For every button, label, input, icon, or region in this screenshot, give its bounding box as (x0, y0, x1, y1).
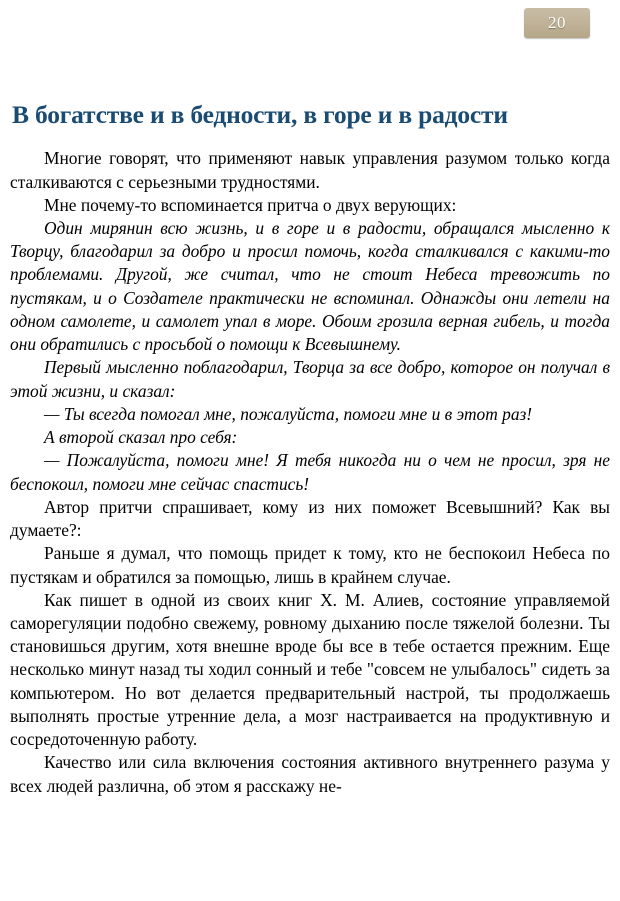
paragraph: Как пишет в одной из своих книг Х. М. Алиев, состояние управляемой саморегуляции подобно свежему, ровному дыханию после тяжелой болезни. Ты становишься другим, хотя внешне вроде бы все в тебе остается прежним. Еще несколько минут назад ты ходил сонный и тебе "совсем не улыбалось" сидеть за компьютером. Но вот делается предварительный настрой, ты продолжаешь выполнять простые утренние дела, а мозг настраивается на продуктивную и сосредоточенную работу. (10, 589, 610, 750)
paragraph: Раньше я думал, что помощь придет к тому, кто не беспокоил Небеса по пустякам и обратился за помощью, лишь в крайнем случае. (10, 543, 610, 587)
paragraph: — Ты всегда помогал мне, пожалуйста, помоги мне и в этот раз! (44, 403, 533, 424)
page-content (10, 100, 610, 798)
paragraph: А второй сказал про себя: (44, 427, 238, 448)
page-number-label: 20 (548, 13, 566, 32)
paragraph: Многие говорят, что применяют навык управления разумом только когда сталкиваются с серьезными трудностями. (10, 148, 610, 192)
paragraph: Автор притчи спрашивает, кому из них поможет Всевышний? Как вы думаете?: (10, 496, 610, 541)
paragraph: Мне почему-то вспоминается притча о двух верующих: (44, 194, 457, 215)
paragraph: Один мирянин всю жизнь, и в горе и в радости, обращался мысленно к Творцу, благодарил за добро и просил помочь, когда сталкивался с какими-то проблемами. Другой, же считал, что не стоит Небеса тревожить по пустякам, и о Создателе практически не вспоминал. Однажды они летели на одном самолете, и самолет упал в море. Обоим грозила верная гибель, и тогда они обратились с просьбой о помощи к Всевышнему. (10, 218, 610, 355)
page-title: В богатстве и в бедности, в горе и в радости (12, 100, 508, 129)
paragraph: — Пожалуйста, помоги мне! Я тебя никогда ни о чем не просил, зря не беспокоил, помоги мне сейчас спастись! (10, 450, 610, 494)
paragraph: Первый мысленно поблагодарил, Творца за все добро, которое он получал в этой жизни, и сказал: (10, 357, 610, 401)
paragraph: Качество или сила включения состояния активного внутреннего разума у всех людей различна, об этом я расскажу не- (10, 752, 610, 796)
page-number-badge (524, 8, 590, 38)
